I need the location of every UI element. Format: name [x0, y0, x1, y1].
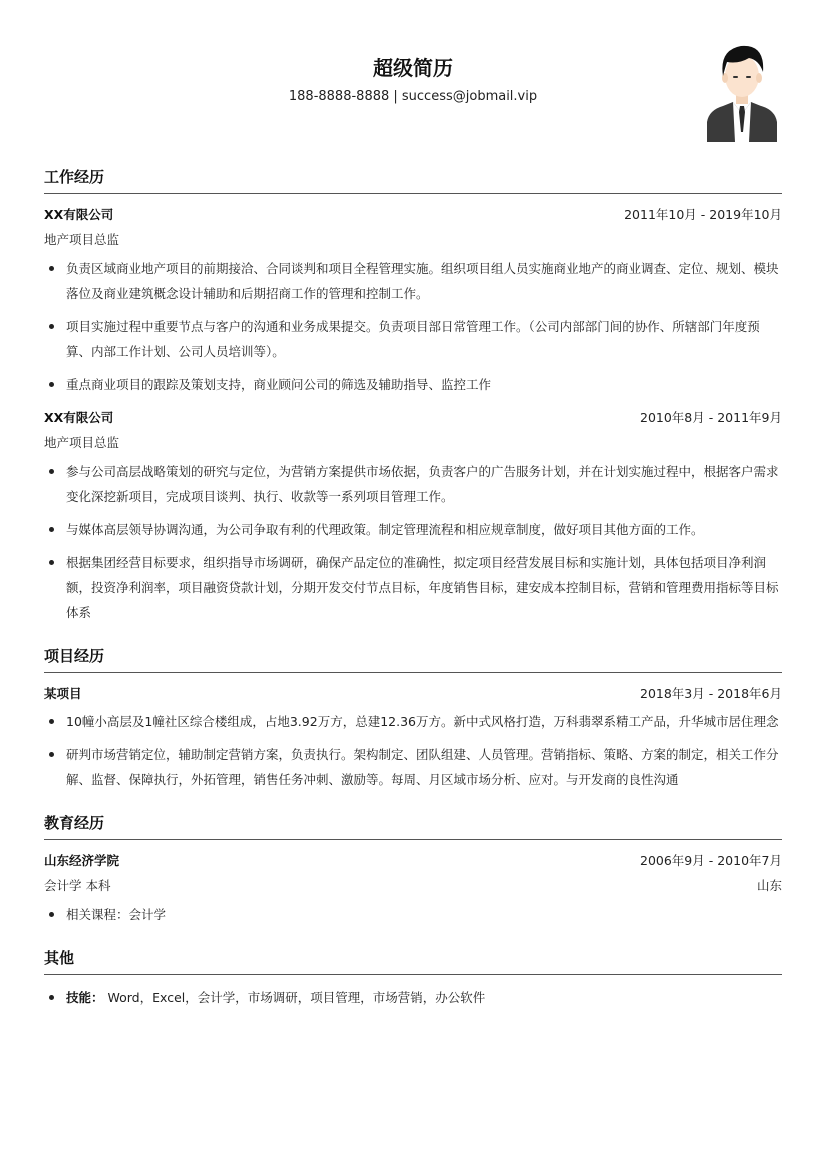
entry-location: 山东 — [756, 878, 782, 893]
bullet-item: 相关课程：会计学 — [44, 902, 782, 927]
entry-org: 某项目 — [44, 686, 82, 701]
work-section-title: 工作经历 — [44, 166, 782, 194]
work-entry — [44, 202, 782, 397]
entry-date: 2006年9月 - 2010年7月 — [640, 853, 782, 868]
education-section-title: 教育经历 — [44, 812, 782, 840]
resume-name: 超级简历 — [373, 56, 453, 80]
bullet-item: 负责区域商业地产项目的前期接洽、合同谈判和项目全程管理实施。组织项目组人员实施商业地产的商业调查、定位、规划、模块落位及商业建筑概念设计辅助和后期招商工作的管理和控制工作。 — [44, 256, 782, 306]
bullet-list — [44, 256, 782, 397]
entry-org: XX有限公司 — [44, 410, 114, 425]
skills-item — [44, 985, 782, 1010]
projects-section — [44, 645, 782, 792]
entry-org: XX有限公司 — [44, 207, 114, 222]
bullet-item: 根据集团经营目标要求，组织指导市场调研，确保产品定位的准确性，拟定项目经营发展目标和实施计划，具体包括项目净利润额，投资净利润率，项目融资贷款计划，分期开发交付节点目标，年度销售目标，建安成本控制目标，营销和管理费用指标等目标体系 — [44, 550, 782, 625]
entry-org: 山东经济学院 — [44, 853, 120, 868]
entry-role: 地产项目总监 — [44, 435, 120, 450]
entry-date: 2018年3月 - 2018年6月 — [640, 686, 782, 701]
skill-label: 技能： — [66, 990, 104, 1005]
bullet-item: 重点商业项目的跟踪及策划支持，商业顾问公司的筛选及辅助指导、监控工作 — [44, 372, 782, 397]
resume-page — [44, 0, 782, 1018]
other-section-title: 其他 — [44, 947, 782, 975]
bullet-item: 项目实施过程中重要节点与客户的沟通和业务成果提交。负责项目部日常管理工作。（公司内部部门间的协作、所辖部门年度预算、内部工作计划、公司人员培训等）。 — [44, 314, 782, 364]
education-section — [44, 812, 782, 927]
bullet-item: 与媒体高层领导协调沟通，为公司争取有利的代理政策。制定管理流程和相应规章制度，做好项目其他方面的工作。 — [44, 517, 782, 542]
entry-role: 地产项目总监 — [44, 232, 120, 247]
bullet-list — [44, 709, 782, 792]
contact-info: 188-8888-8888 | success@jobmail.vip — [288, 89, 538, 104]
bullet-list — [44, 985, 782, 1010]
work-entry — [44, 405, 782, 625]
person-avatar-icon — [705, 42, 779, 142]
bullet-item: 10幢小高层及1幢社区综合楼组成，占地3.92万方，总建12.36万方。新中式风格打造，万科翡翠系精工产品，升华城市居住理念 — [44, 709, 782, 734]
project-entry — [44, 681, 782, 792]
entry-date: 2011年10月 - 2019年10月 — [624, 207, 782, 222]
bullet-list — [44, 459, 782, 625]
bullet-list — [44, 902, 782, 927]
work-section — [44, 166, 782, 625]
bullet-item: 参与公司高层战略策划的研究与定位，为营销方案提供市场依据，负责客户的广告服务计划，并在计划实施过程中，根据客户需求变化深挖新项目，完成项目谈判、执行、收款等一系列项目管理工作。 — [44, 459, 782, 509]
entry-date: 2010年8月 - 2011年9月 — [640, 410, 782, 425]
other-section — [44, 947, 782, 1010]
entry-degree: 会计学 本科 — [44, 878, 111, 893]
bullet-item: 研判市场营销定位，辅助制定营销方案，负责执行。架构制定、团队组建、人员管理。营销指标、策略、方案的制定，相关工作分解、监督、保障执行，外拓管理，销售任务冲刺、激励等。每周、月区域市场分析、应对。与开发商的良性沟通 — [44, 742, 782, 792]
skill-value: Word，Excel，会计学，市场调研，项目管理，市场营销，办公软件 — [103, 990, 486, 1005]
projects-section-title: 项目经历 — [44, 645, 782, 673]
resume-header — [44, 0, 782, 160]
education-entry — [44, 848, 782, 927]
